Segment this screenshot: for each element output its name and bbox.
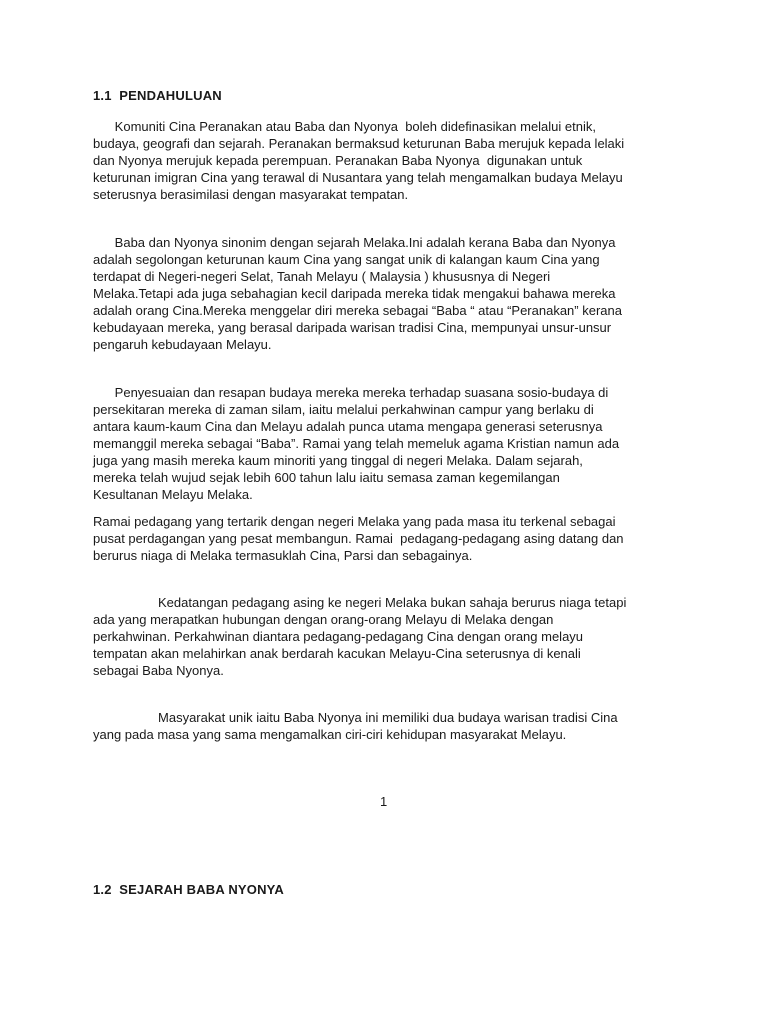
section-heading-pendahuluan: 1.1 PENDAHULUAN bbox=[93, 88, 222, 103]
paragraph-line: pengaruh kebudayaan Melayu. bbox=[93, 337, 272, 352]
paragraph-line: adalah segolongan keturunan kaum Cina yang sangat unik di kalangan kaum Cina yang bbox=[93, 252, 600, 267]
paragraph-line: Penyesuaian dan resapan budaya mereka mereka terhadap suasana sosio-budaya di bbox=[93, 385, 609, 400]
paragraph-6 bbox=[93, 709, 683, 743]
paragraph-line: antara kaum-kaum Cina dan Melayu adalah punca utama mengapa generasi seterusnya bbox=[93, 419, 603, 434]
paragraph-line: Baba dan Nyonya sinonim dengan sejarah Melaka.Ini adalah kerana Baba dan Nyonya bbox=[93, 235, 616, 250]
paragraph-line: sebagai Baba Nyonya. bbox=[93, 663, 224, 678]
paragraph-4 bbox=[93, 513, 683, 564]
paragraph-line: dan Nyonya merujuk kepada perempuan. Peranakan Baba Nyonya digunakan untuk bbox=[93, 153, 583, 168]
paragraph-line: yang pada masa yang sama mengamalkan ciri-ciri kehidupan masyarakat Melayu. bbox=[93, 727, 567, 742]
paragraph-line: perkahwinan. Perkahwinan diantara pedagang-pedagang Cina dengan orang melayu bbox=[93, 629, 584, 644]
page-number: 1 bbox=[380, 794, 388, 809]
paragraph-line: berurus niaga di Melaka termasuklah Cina, Parsi dan sebagainya. bbox=[93, 548, 473, 563]
paragraph-line: Ramai pedagang yang tertarik dengan negeri Melaka yang pada masa itu terkenal sebagai bbox=[93, 514, 616, 529]
paragraph-line: mereka telah wujud sejak lebih 600 tahun lalu iaitu semasa zaman kegemilangan bbox=[93, 470, 560, 485]
paragraph-line: Melaka.Tetapi ada juga sebahagian kecil daripada mereka tidak mengakui bahawa mereka bbox=[93, 286, 616, 301]
paragraph-line: Komuniti Cina Peranakan atau Baba dan Nyonya boleh didefinasikan melalui etnik, bbox=[93, 119, 596, 134]
paragraph-line: kebudayaan mereka, yang berasal daripada warisan tradisi Cina, mempunyai unsur-unsur bbox=[93, 320, 612, 335]
paragraph-5 bbox=[93, 594, 683, 679]
paragraph-line: budaya, geografi dan sejarah. Peranakan bermaksud keturunan Baba merujuk kepada lelaki bbox=[93, 136, 625, 151]
paragraph-1 bbox=[93, 118, 683, 203]
paragraph-line: pusat perdagangan yang pesat membangun. Ramai pedagang-pedagang asing datang dan bbox=[93, 531, 624, 546]
paragraph-line: adalah orang Cina.Mereka menggelar diri mereka sebagai “Baba “ atau “Peranakan” kerana bbox=[93, 303, 622, 318]
paragraph-line: Kedatangan pedagang asing ke negeri Melaka bukan sahaja berurus niaga tetapi bbox=[93, 595, 627, 610]
paragraph-line: terdapat di Negeri-negeri Selat, Tanah Melayu ( Malaysia ) khususnya di Negeri bbox=[93, 269, 551, 284]
paragraph-3 bbox=[93, 384, 683, 503]
paragraph-line: persekitaran mereka di zaman silam, iaitu melalui perkahwinan campur yang berlaku di bbox=[93, 402, 594, 417]
paragraph-line: Kesultanan Melayu Melaka. bbox=[93, 487, 253, 502]
paragraph-line: tempatan akan melahirkan anak berdarah kacukan Melayu-Cina seterusnya di kenali bbox=[93, 646, 581, 661]
paragraph-line: juga yang masih mereka kaum minoriti yang tinggal di negeri Melaka. Dalam sejarah, bbox=[93, 453, 583, 468]
paragraph-line: ada yang merapatkan hubungan dengan orang-orang Melayu di Melaka dengan bbox=[93, 612, 554, 627]
paragraph-2 bbox=[93, 234, 683, 353]
section-heading-sejarah: 1.2 SEJARAH BABA NYONYA bbox=[93, 882, 284, 897]
paragraph-line: memanggil mereka sebagai “Baba”. Ramai yang telah memeluk agama Kristian namun ada bbox=[93, 436, 620, 451]
paragraph-line: keturunan imigran Cina yang terawal di Nusantara yang telah mengamalkan budaya Melayu bbox=[93, 170, 623, 185]
paragraph-line: Masyarakat unik iaitu Baba Nyonya ini memiliki dua budaya warisan tradisi Cina bbox=[93, 710, 618, 725]
paragraph-line: seterusnya berasimilasi dengan masyarakat tempatan. bbox=[93, 187, 409, 202]
